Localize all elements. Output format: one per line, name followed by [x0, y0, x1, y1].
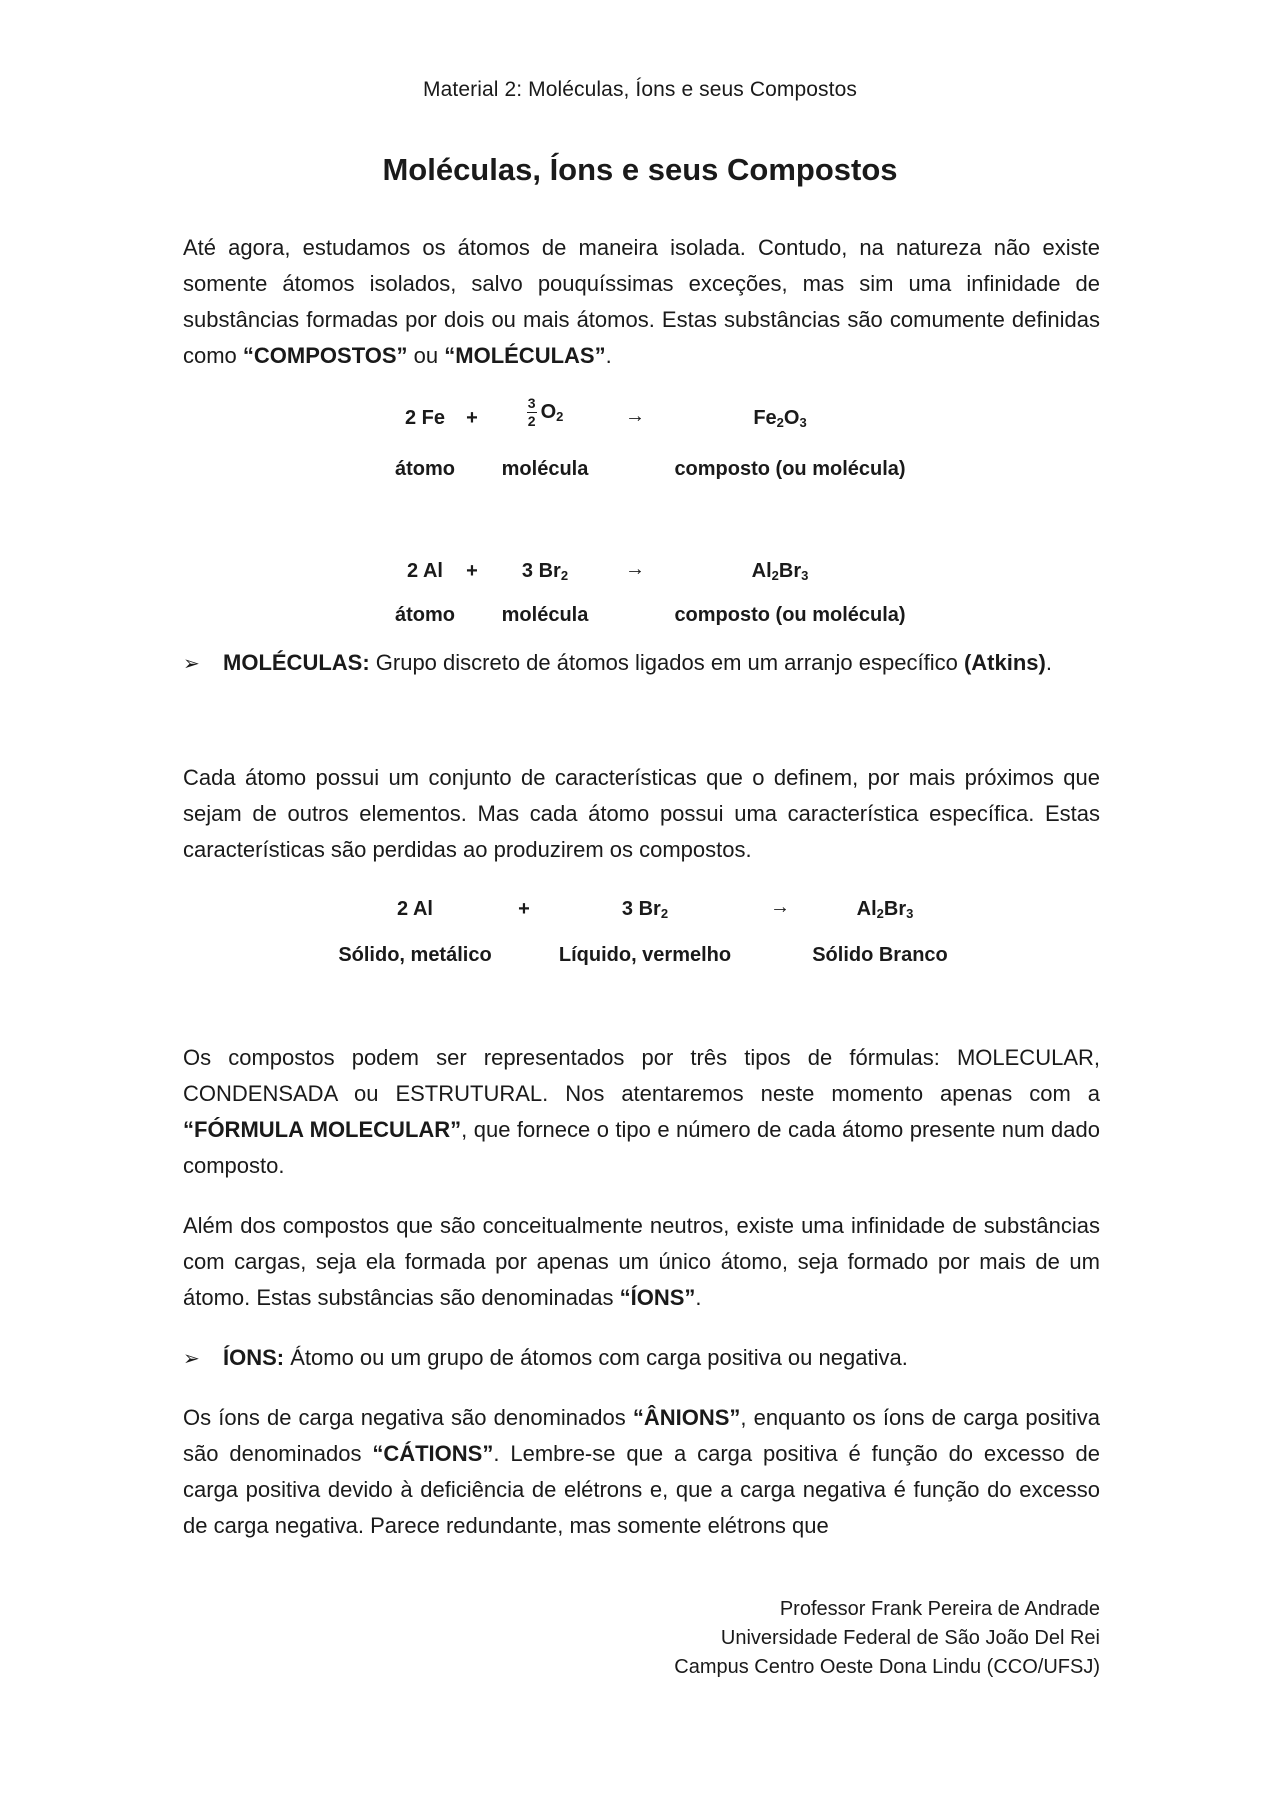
footer-university: Universidade Federal de São João Del Rei: [720, 1627, 1100, 1649]
eq3-plus: +: [518, 898, 530, 920]
eq3-reactant1: 2 Al: [397, 898, 433, 920]
running-header: Material 2: Moléculas, Íons e seus Compostos: [423, 78, 857, 101]
eq2-arrow: →: [625, 558, 645, 580]
bullet-ions: ➢ ÍONS: Átomo ou um grupo de átomos com carga positiva ou negativa.: [183, 1340, 1100, 1377]
eq3-label-aluminum: Sólido, metálico: [338, 944, 492, 966]
eq2-plus: +: [466, 560, 478, 582]
eq1-reactant2: $\frac{3}{2}$ $O_2$: [527, 395, 564, 429]
eq1-plus: +: [466, 407, 478, 429]
bullet-arrow-icon: ➢: [183, 653, 200, 675]
paragraph-formulas: Os compostos podem ser representados por três tipos de fórmulas: MOLECULAR, CONDENSADA ou ESTRUTURAL. Nos atentaremos neste momento apenas com a “FÓRMULA MOLECULAR”, que fornece o tipo e número de cada átomo presente num dado composto.: [183, 1045, 1100, 1178]
bullet-molecules: ➢ MOLÉCULAS: Grupo discreto de átomos ligados em um arranjo específico (Atkins).: [183, 645, 1100, 682]
paragraph-anions-cations: Os íons de carga negativa são denominados “ÂNIONS”, enquanto os íons de carga positiva são denominados “CÁTIONS”. Lembre-se que a carga positiva é função do excesso de carga positiva devido à deficiência de elétrons e, que a carga negativa é função do excesso de carga negativa. Parece redundante, mas somente elétrons que: [183, 1405, 1100, 1538]
eq1-label-atom: átomo: [395, 458, 455, 480]
fraction: $\frac{3}{2}$: [527, 395, 536, 429]
paragraph-ions-intro: Além dos compostos que são conceitualmente neutros, existe uma infinidade de substâncias com cargas, seja ela formada por apenas um único átomo, seja formado por mais de um átomo. Estas substâncias são denominadas “ÍONS”.: [183, 1213, 1100, 1310]
eq2-product: $Al_2Br_3$: [751, 560, 809, 583]
bullet-arrow-icon: ➢: [183, 1348, 200, 1370]
eq1-label-molecule: molécula: [501, 458, 589, 480]
footer-campus: Campus Centro Oeste Dona Lindu (CCO/UFSJ): [674, 1656, 1100, 1678]
eq3-arrow: →: [770, 896, 790, 918]
eq2-label-atom: átomo: [395, 604, 455, 626]
eq1-label-compound: composto (ou molécula): [674, 458, 906, 480]
eq2-reactant1: 2 Al: [407, 560, 443, 582]
page-title: Moléculas, Íons e seus Compostos: [382, 152, 898, 187]
eq2-reactant2: 3 $Br_2$: [521, 560, 569, 583]
eq3-label-product: Sólido Branco: [812, 944, 948, 966]
eq3-reactant2: 3 $Br_2$: [621, 898, 669, 921]
eq2-label-molecule: molécula: [501, 604, 589, 626]
paragraph-characteristics: Cada átomo possui um conjunto de características que o definem, por mais próximos que sejam de outros elementos. Mas cada átomo possui uma característica específica. Estas características são perdidas ao produzirem os compostos.: [183, 765, 1100, 862]
eq1-product: $Fe_2O_3$: [753, 407, 807, 430]
intro-paragraph: Até agora, estudamos os átomos de maneira isolada. Contudo, na natureza não existe somente átomos isolados, salvo pouquíssimas exceções, mas sim uma infinidade de substâncias formadas por dois ou mais átomos. Estas substâncias são comumente definidas como “COMPOSTOS” ou “MOLÉCULAS”.: [183, 235, 1100, 368]
eq3-product: $Al_2Br_3$: [856, 898, 914, 921]
eq1-reactant1: 2 Fe: [404, 407, 446, 429]
footer-professor: Professor Frank Pereira de Andrade: [779, 1598, 1100, 1620]
eq2-label-compound: composto (ou molécula): [674, 604, 906, 626]
eq1-arrow: →: [625, 405, 645, 427]
eq3-label-bromine: Líquido, vermelho: [558, 944, 732, 966]
